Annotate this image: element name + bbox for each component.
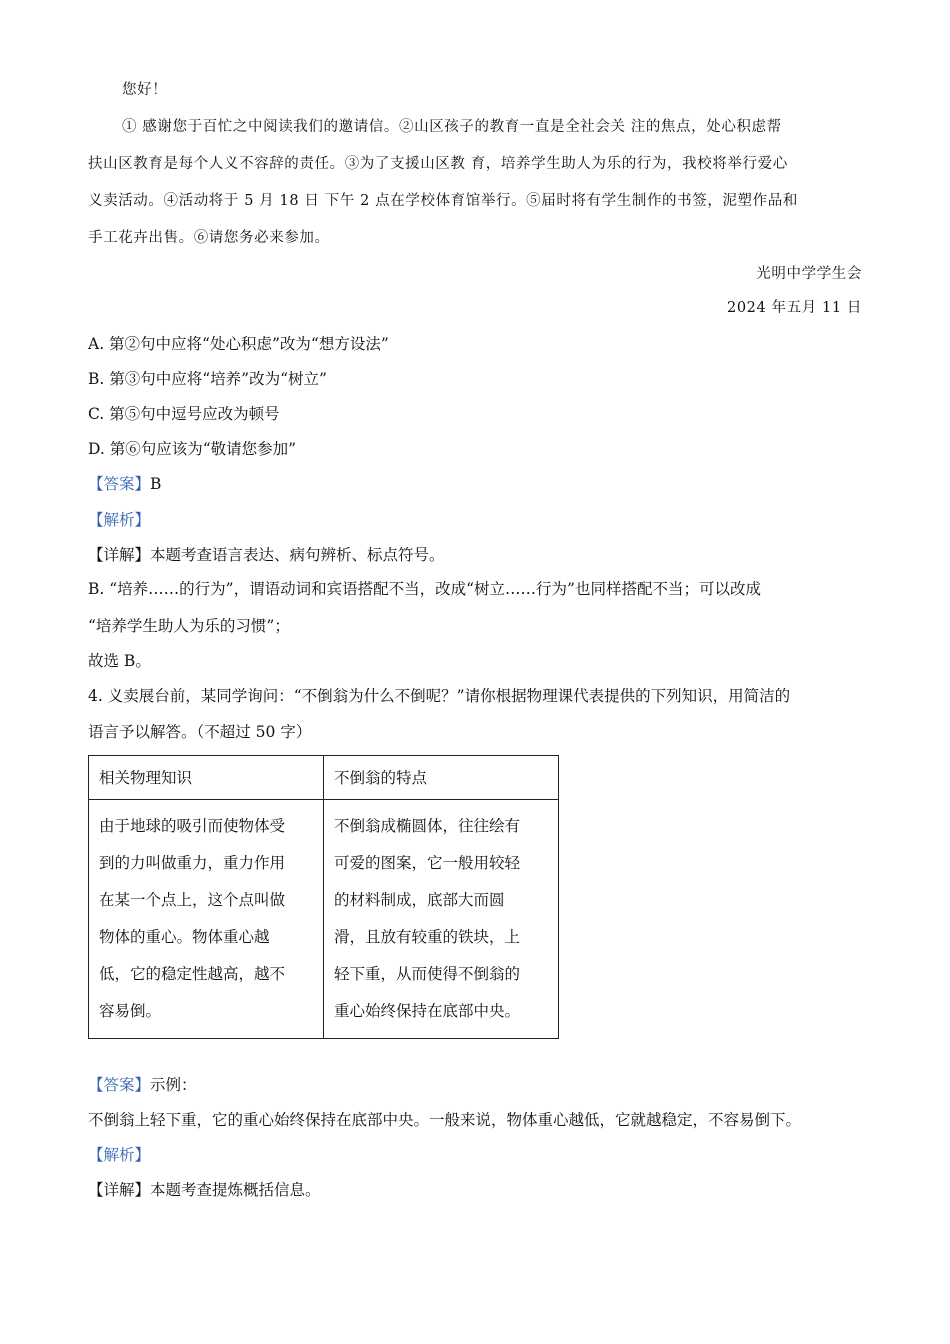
cell-line: 的材料制成，底部大而圆 xyxy=(334,891,505,909)
q4-analysis-tag: 【解析】 xyxy=(88,1146,151,1164)
letter-line: 手工花卉出售。⑥请您务必来参加。 xyxy=(88,230,330,246)
answer-tag: 【答案】 xyxy=(88,1076,151,1094)
option-b: B. 第③句中应将“培养”改为“树立” xyxy=(88,370,327,388)
physics-knowledge-cell xyxy=(89,800,324,1039)
letter-greeting: 您好！ xyxy=(122,82,168,98)
cell-line: 物体的重心。物体重心越 xyxy=(99,928,270,946)
option-d: D. 第⑥句应该为“敬请您参加” xyxy=(88,440,297,458)
q4-answer-line xyxy=(88,1075,197,1095)
q4-detail: 【详解】本题考查提炼概括信息。 xyxy=(88,1181,321,1199)
cell-line: 低，它的稳定性越高，越不 xyxy=(99,965,286,983)
cell-line: 可爱的图案，它一般用较轻 xyxy=(334,854,521,872)
option-c: C. 第⑤句中逗号应改为顿号 xyxy=(88,405,280,423)
cell-line: 在某一个点上，这个点叫做 xyxy=(99,891,286,909)
q3-detail: 【详解】本题考查语言表达、病句辨析、标点符号。 xyxy=(88,546,445,564)
table-header: 不倒翁的特点 xyxy=(324,756,559,800)
cell-line: 容易倒。 xyxy=(99,1002,162,1020)
letter-line: ① 感谢您于百忙之中阅读我们的邀请信。②山区孩子的教育一直是全社会关 注的焦点，处心积虑帮 xyxy=(122,119,782,135)
q3-answer xyxy=(88,474,161,494)
answer-value: B xyxy=(150,475,162,493)
letter-line: 扶山区教育是每个人义不容辞的责任。③为了支援山区教 育，培养学生助人为乐的行为，我校将举行爱心 xyxy=(88,156,788,172)
q4-question: 4. 义卖展台前，某同学询问：“不倒翁为什么不倒呢？”请你根据物理课代表提供的下列知识，用简洁的 xyxy=(88,687,791,705)
q3-explanation: B. “培养……的行为”，谓语动词和宾语搭配不当，改成“树立……行为”也同样搭配不当；可以改成 xyxy=(88,580,761,598)
cell-line: 滑，且放有较重的铁块，上 xyxy=(334,928,521,946)
letter-signature: 光明中学学生会 xyxy=(756,266,862,282)
cell-line: 由于地球的吸引而使物体受 xyxy=(99,817,286,835)
cell-line: 不倒翁成椭圆体，往往绘有 xyxy=(334,817,521,835)
option-a: A. 第②句中应将“处心积虑”改为“想方设法” xyxy=(88,335,389,353)
q3-explanation: “培养学生助人为乐的习惯”； xyxy=(88,617,290,635)
tumbler-features-cell xyxy=(324,800,559,1039)
answer-tag: 【答案】 xyxy=(88,475,151,493)
cell-line: 轻下重，从而使得不倒翁的 xyxy=(334,965,521,983)
answer-label: 示例： xyxy=(150,1076,197,1094)
q4-question: 语言予以解答。（不超过 50 字） xyxy=(88,723,312,741)
table-header: 相关物理知识 xyxy=(89,756,324,800)
cell-line: 重心始终保持在底部中央。 xyxy=(334,1002,521,1020)
q3-conclusion: 故选 B。 xyxy=(88,652,151,670)
cell-line: 到的力叫做重力，重力作用 xyxy=(99,854,286,872)
q4-answer: 不倒翁上轻下重，它的重心始终保持在底部中央。一般来说，物体重心越低，它就越稳定，不容易倒下。 xyxy=(88,1111,802,1129)
letter-date: 2024 年五月 11 日 xyxy=(727,300,862,316)
letter-line: 义卖活动。④活动将于 5 月 18 日 下午 2 点在学校体育馆举行。⑤届时将有学生制作的书签，泥塑作品和 xyxy=(88,193,798,209)
knowledge-table xyxy=(88,755,559,1039)
q3-analysis-tag: 【解析】 xyxy=(88,511,151,529)
